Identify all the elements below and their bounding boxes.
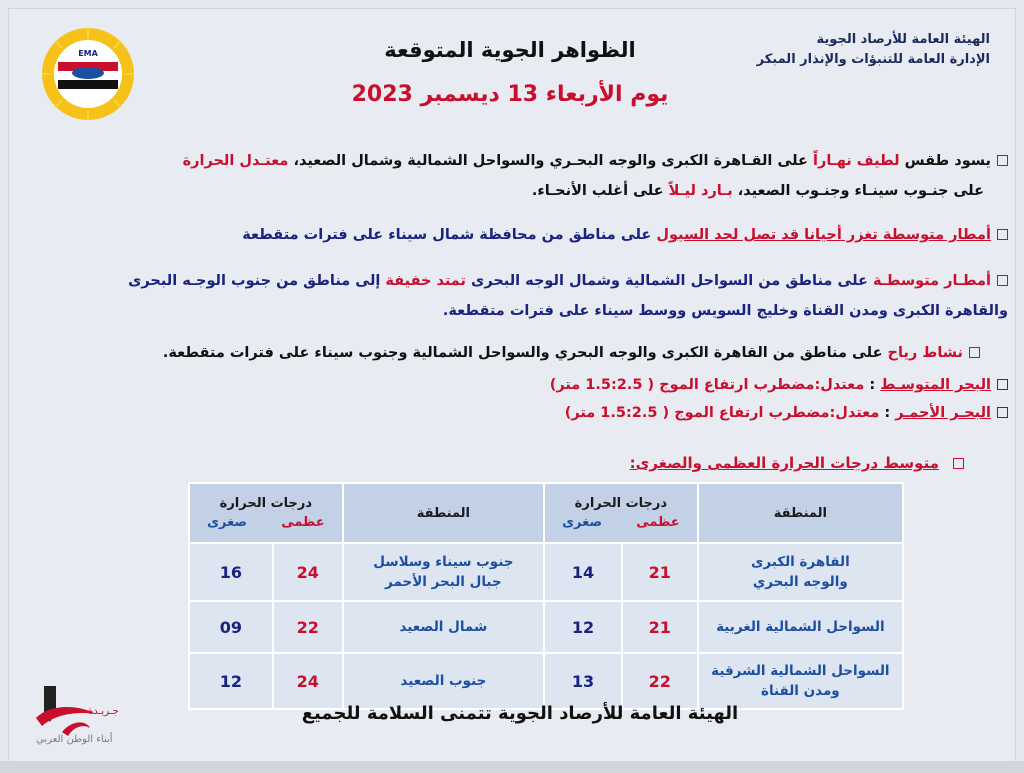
- region-cell: السواحل الشمالية الشرقية ومدن القناة: [698, 653, 903, 709]
- min-temp-cell: 16: [189, 543, 273, 601]
- bullet-general-weather: يسود طقس لطيف نهـاراً على القـاهرة الكبرى والوجه البحـري والسواحل الشمالية وشمال الصعيد، معتـدل الحرارة على جنـوب سينـاء وجنـوب الصعيد، بـارد ليـلاً على أغلب الأنحـاء.: [18, 146, 1008, 206]
- temps-heading: متوسط درجات الحرارة العظمى والصغرى:: [630, 454, 964, 472]
- checkbox-icon: [997, 275, 1008, 286]
- region-cell: السواحل الشمالية الغربية: [698, 601, 903, 653]
- max-temp-cell: 21: [622, 543, 698, 601]
- max-temp-cell: 24: [273, 543, 343, 601]
- forecast-date: يوم الأربعاء 13 ديسمبر 2023: [351, 82, 669, 107]
- bullet-moderate-rain: أمطـار متوسطـة على مناطق من السواحل الشمالية وشمال الوجه البحرى تمتد خفيفة إلى مناطق من جنوب الوجـه البحرى والقاهرة الكبرى ومدن القناة وخليج السويس ووسط سيناء على فترات متقطعة.: [128, 273, 1008, 319]
- bullet-heavy-rain: أمطار متوسطة تغزر أحيانا قد تصل لحد السيول على مناطق من محافظة شمال سيناء على فترات متقطعة: [18, 220, 1008, 250]
- page-title: الظواهر الجوية المتوقعة: [384, 38, 636, 62]
- checkbox-icon: [969, 347, 980, 358]
- max-temp-cell: 24: [273, 653, 343, 709]
- region-cell: جنوب الصعيد: [343, 653, 544, 709]
- bullet-winds: نشاط رياح على مناطق من القاهرة الكبرى والوجه البحري والسواحل الشمالية وجنوب سيناء على فترات متقطعة.: [20, 338, 980, 368]
- column-header-temps: درجات الحرارة عظمى صغرى: [544, 483, 698, 543]
- checkbox-icon: [953, 458, 964, 469]
- region-cell: جنوب سيناء وسلاسل جبال البحر الأحمر: [343, 543, 544, 601]
- min-temp-cell: 09: [189, 601, 273, 653]
- region-cell: شمال الصعيد: [343, 601, 544, 653]
- bottom-strip: [0, 761, 1024, 773]
- checkbox-icon: [997, 155, 1008, 166]
- table-header-row: [189, 483, 903, 543]
- region-cell: القاهرة الكبرى والوجه البحري: [698, 543, 903, 601]
- watermark-name: أبناء الوطن العربي: [36, 734, 113, 745]
- column-header-region: المنطقة: [698, 483, 903, 543]
- org-department: الإدارة العامة للتنبؤات والإنذار المبكر: [756, 52, 990, 67]
- max-temp-cell: 22: [273, 601, 343, 653]
- watermark-brand: جـريـدة: [88, 706, 119, 717]
- checkbox-icon: [997, 379, 1008, 390]
- max-temp-cell: 22: [622, 653, 698, 709]
- sea-mediterranean: البحر المتوسـط : معتدل:مضطرب ارتفاع الموج ( 1.5:2.5 متر): [308, 372, 1008, 398]
- table-row: [189, 601, 903, 653]
- ema-logo-icon: [40, 26, 136, 122]
- checkbox-icon: [997, 229, 1008, 240]
- checkbox-icon: [997, 407, 1008, 418]
- temperature-table: [188, 482, 904, 710]
- min-temp-cell: 14: [544, 543, 622, 601]
- min-temp-cell: 12: [189, 653, 273, 709]
- table-row: [189, 653, 903, 709]
- min-temp-cell: 13: [544, 653, 622, 709]
- org-header: [690, 30, 990, 70]
- column-header-region: المنطقة: [343, 483, 544, 543]
- table-row: [189, 543, 903, 601]
- footer-message: الهيئة العامة للأرصاد الجوية تتمنى السلامة للجميع: [301, 703, 739, 724]
- max-temp-cell: 21: [622, 601, 698, 653]
- org-name: الهيئة العامة للأرصاد الجوية: [816, 32, 990, 47]
- sea-red-sea: البحـر الأحمـر : معتدل:مضطرب ارتفاع الموج ( 1.5:2.5 متر): [308, 400, 1008, 426]
- logo-text: EMA: [78, 49, 98, 58]
- column-header-temps: درجات الحرارة عظمى صغرى: [189, 483, 343, 543]
- min-temp-cell: 12: [544, 601, 622, 653]
